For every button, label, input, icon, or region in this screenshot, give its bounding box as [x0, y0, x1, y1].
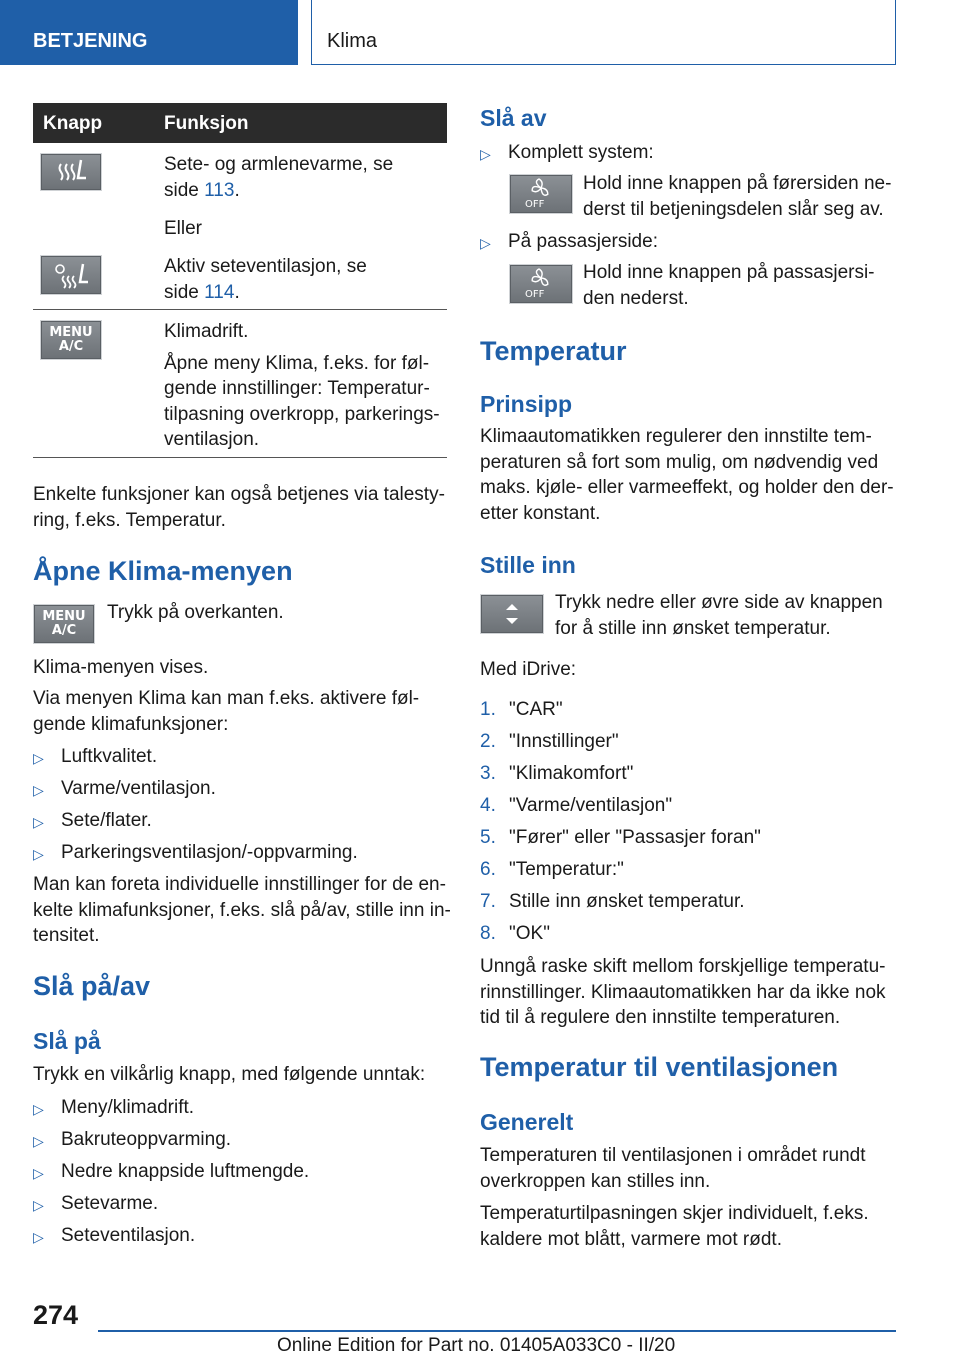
menu-icon-label-2: A/C [51, 623, 77, 638]
heading-vent-temperature: Temperatur til ventilasjonen [480, 1052, 839, 1082]
set-line-1: Trykk nedre eller øvre side av knappen [555, 592, 883, 613]
bullet-triangle-icon: ▷ [33, 814, 44, 830]
bullet-triangle-icon: ▷ [33, 1197, 44, 1213]
function-item: Varme/ventilasjon. [61, 778, 216, 799]
off-icon-label: OFF [525, 199, 545, 210]
step-text: "Innstillinger" [509, 731, 619, 752]
off-desc-line-1: Hold inne knappen på førersiden ne- [583, 173, 892, 194]
heading-switch-off: Slå av [480, 105, 547, 131]
set-line-2: for å stille inn ønsket temperatur. [555, 617, 831, 639]
row2-line2: side [164, 281, 205, 303]
row3-line-4: ventilasjon. [164, 429, 260, 450]
intro-line-2: ring, f.eks. Temperatur. [33, 509, 226, 531]
principle-line-2: peraturen så fort som mulig, om nødvendig ved [480, 451, 879, 473]
seat-heating-button-icon [40, 153, 102, 191]
off-desc-line-2: den nederst. [583, 287, 689, 309]
avoid-line-3: tid til å regulere den innstilte temperaturen. [480, 1007, 841, 1028]
row3-line-1: Åpne meny Klima, f.eks. for føl- [164, 352, 430, 374]
general2-line-1: Temperaturtilpasningen skjer individuelt, f.eks. [480, 1203, 869, 1224]
function-item: Parkeringsventilasjon/-oppvarming. [61, 842, 358, 863]
step-number: 7. [480, 891, 496, 912]
principle-line-1: Klimaautomatikken regulerer den innstilte tem- [480, 426, 872, 447]
bullet-triangle-icon: ▷ [33, 1101, 44, 1117]
step-number: 2. [480, 731, 496, 752]
bullet-triangle-icon: ▷ [33, 782, 44, 798]
page-link-114[interactable]: 114 [204, 281, 235, 303]
heading-open-climate-menu: Åpne Klima-menyen [33, 556, 293, 586]
table-header [33, 103, 447, 143]
avoid-paragraph [480, 954, 886, 1031]
chapter-title: Klima [327, 30, 378, 52]
column-header-button: Knapp [43, 113, 103, 134]
page-number: 274 [33, 1300, 79, 1330]
chapter-tab [311, 0, 896, 65]
off-item-label: På passasjerside: [508, 231, 658, 252]
row2-text [164, 254, 444, 305]
row2-line1: Aktiv seteventilasjon, se [164, 256, 367, 277]
general2-line-2: kaldere mot blått, varmere mot rødt. [480, 1228, 782, 1250]
exception-item: Meny/klimadrift. [61, 1097, 195, 1118]
table-bottom-rule [33, 457, 447, 458]
step-number: 3. [480, 763, 496, 784]
row3-title: Klimadrift. [164, 321, 249, 342]
principle-line-3: maks. kjøle- eller varmeeffekt, og holder den der- [480, 477, 894, 498]
menu-shown-text: Klima-menyen vises. [33, 657, 209, 678]
off-icon-label: OFF [525, 289, 545, 300]
fan-off-button-icon [509, 264, 573, 304]
intro-paragraph [33, 482, 445, 533]
open-press-text: Trykk på overkanten. [107, 602, 284, 623]
row3-line-3: tilpasning overkropp, parkerings- [164, 403, 440, 425]
via-line-2: gende klimafunksjoner: [33, 713, 229, 735]
individual-line-2: kelte klimafunksjoner, f.eks. slå på/av, stille inn in- [33, 899, 451, 921]
via-line-1: Via menyen Klima kan man f.eks. aktivere føl- [33, 688, 420, 709]
function-item: Luftkvalitet. [61, 746, 158, 767]
via-menu-paragraph [33, 686, 419, 737]
general1-line-1: Temperaturen til ventilasjonen i området rundt [480, 1145, 866, 1166]
step-text: Stille inn ønsket temperatur. [509, 891, 745, 912]
bullet-triangle-icon: ▷ [33, 1165, 44, 1181]
avoid-line-2: rinnstillinger. Klimaautomatikken har da ikke nok [480, 981, 886, 1003]
row1-text [164, 152, 444, 242]
menu-ac-button-icon [40, 320, 102, 360]
section-tab [0, 0, 298, 65]
menu-ac-button-icon [33, 604, 95, 644]
off-item-desc [583, 171, 891, 222]
principle-paragraph [480, 424, 894, 526]
intro-line-1: Enkelte funksjoner kan også betjenes via talesty- [33, 484, 445, 505]
off-desc-line-1: Hold inne knappen på passasjersi- [583, 262, 875, 283]
step-text: "Temperatur:" [509, 859, 624, 880]
off-item-label: Komplett system: [508, 142, 654, 163]
individual-paragraph [33, 872, 451, 949]
general1-line-2: overkroppen kan stilles inn. [480, 1170, 711, 1192]
column-header-function: Funksjon [164, 113, 249, 134]
edition-note: Online Edition for Part no. 01405A033C0 - II/20 [277, 1335, 676, 1356]
individual-line-1: Man kan foreta individuelle innstillinger for de en- [33, 874, 446, 895]
step-text: "Fører" eller "Passasjer foran" [509, 827, 761, 848]
step-text: "Varme/ventilasjon" [509, 795, 673, 816]
bullet-triangle-icon: ▷ [480, 146, 491, 162]
menu-icon-label-1: MENU [42, 609, 86, 624]
bullet-triangle-icon: ▷ [33, 750, 44, 766]
bullet-triangle-icon: ▷ [33, 1229, 44, 1245]
fan-off-button-icon [509, 174, 573, 214]
step-text: "CAR" [509, 699, 563, 720]
step-text: "Klimakomfort" [509, 763, 634, 784]
exception-item: Setevarme. [61, 1193, 159, 1214]
step-number: 4. [480, 795, 496, 816]
exception-item: Nedre knappside luftmengde. [61, 1161, 310, 1182]
exception-item: Bakruteoppvarming. [61, 1129, 232, 1150]
idrive-label: Med iDrive: [480, 659, 577, 680]
heading-switch-on: Slå på [33, 1028, 101, 1054]
step-number: 5. [480, 827, 496, 848]
row3-text [164, 319, 449, 453]
footer-rule [98, 1330, 896, 1332]
step-number: 1. [480, 699, 496, 720]
row1-or: Eller [164, 218, 203, 239]
heading-temperature: Temperatur [480, 336, 627, 366]
off-desc-line-2: derst til betjeningsdelen slår seg av. [583, 198, 884, 220]
row1-line1: Sete- og armlenevarme, se [164, 154, 394, 175]
bullet-triangle-icon: ▷ [33, 846, 44, 862]
bullet-triangle-icon: ▷ [33, 1133, 44, 1149]
page-link-113[interactable]: 113 [204, 179, 235, 201]
exception-item: Seteventilasjon. [61, 1225, 196, 1246]
row2-dot: . [234, 281, 240, 303]
general-paragraph-1 [480, 1143, 865, 1194]
seat-ventilation-button-icon [40, 255, 102, 295]
heading-principle: Prinsipp [480, 391, 573, 417]
avoid-line-1: Unngå raske skift mellom forskjellige temperatu- [480, 956, 886, 977]
principle-line-4: etter konstant. [480, 502, 601, 524]
individual-line-3: tensitet. [33, 925, 100, 946]
heading-on-off: Slå på/av [33, 971, 151, 1001]
function-item: Sete/flater. [61, 810, 152, 831]
step-number: 6. [480, 859, 496, 880]
step-text: "OK" [509, 923, 550, 944]
heading-general: Generelt [480, 1109, 574, 1135]
menu-icon-label-2: A/C [58, 339, 84, 354]
general-paragraph-2 [480, 1201, 869, 1252]
heading-set: Stille inn [480, 552, 576, 578]
section-title: BETJENING [33, 30, 148, 52]
switch-on-text: Trykk en vilkårlig knapp, med følgende unntak: [33, 1064, 426, 1085]
off-item-desc [583, 260, 875, 311]
temperature-rocker-icon [480, 594, 544, 634]
row1-dot: . [234, 179, 240, 201]
table-divider [33, 309, 447, 310]
bullet-triangle-icon: ▷ [480, 235, 491, 251]
step-number: 8. [480, 923, 496, 944]
row1-line2: side [164, 179, 205, 201]
set-paragraph [555, 590, 883, 641]
row3-line-2: gende innstillinger: Temperatur- [164, 378, 430, 399]
menu-icon-label-1: MENU [49, 325, 93, 340]
